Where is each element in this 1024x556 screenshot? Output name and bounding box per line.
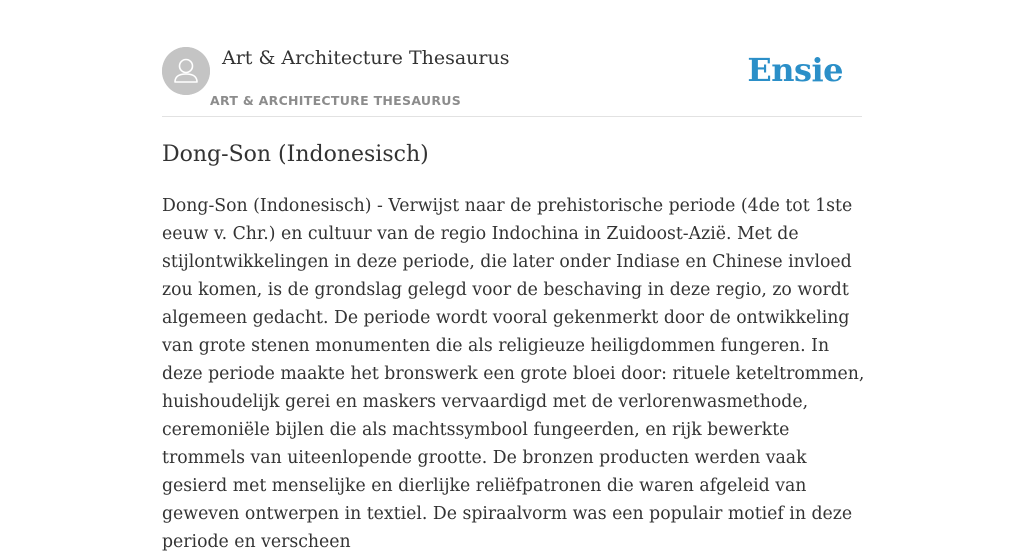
author-header bbox=[162, 46, 862, 117]
page-title: Dong-Son (Indonesisch) bbox=[162, 142, 429, 167]
brand-logo[interactable]: Ensie bbox=[747, 51, 843, 89]
avatar[interactable] bbox=[162, 47, 210, 95]
author-subtitle[interactable]: ART & ARCHITECTURE THESAURUS bbox=[210, 93, 462, 108]
author-name[interactable]: Art & Architecture Thesaurus bbox=[222, 47, 510, 69]
article-body: Dong-Son (Indonesisch) - Verwijst naar de prehistorische periode (4de tot 1ste eeuw v. Chr.) en cultuur van de regio Indochina in Zuidoost-Azië. Met de stijlontwikkelingen in deze periode, die later onder Indiase en Chinese invloed zou komen, is de grondslag gelegd voor de beschaving in deze regio, zo wordt algemeen gedacht. De periode wordt vooral gekenmerkt door de ontwikkeling van grote stenen monumenten die als religieuze heiligdommen fungeren. In deze periode maakte het bronswerk een grote bloei door: rituele keteltrommen, huishoudelijk gerei en maskers vervaardigd met de verlorenwasmethode, ceremoniële bijlen die als machtssymbool fungeerden, en rijk bewerkte trommels van uiteenlopende grootte. De bronzen producten werden vaak gesierd met menselijke en dierlijke reliëfpatronen die waren afgeleid van geweven ontwerpen in textiel. De spiraalvorm was een populair motief in deze periode en verscheen bbox=[162, 196, 865, 552]
user-icon bbox=[162, 47, 210, 95]
